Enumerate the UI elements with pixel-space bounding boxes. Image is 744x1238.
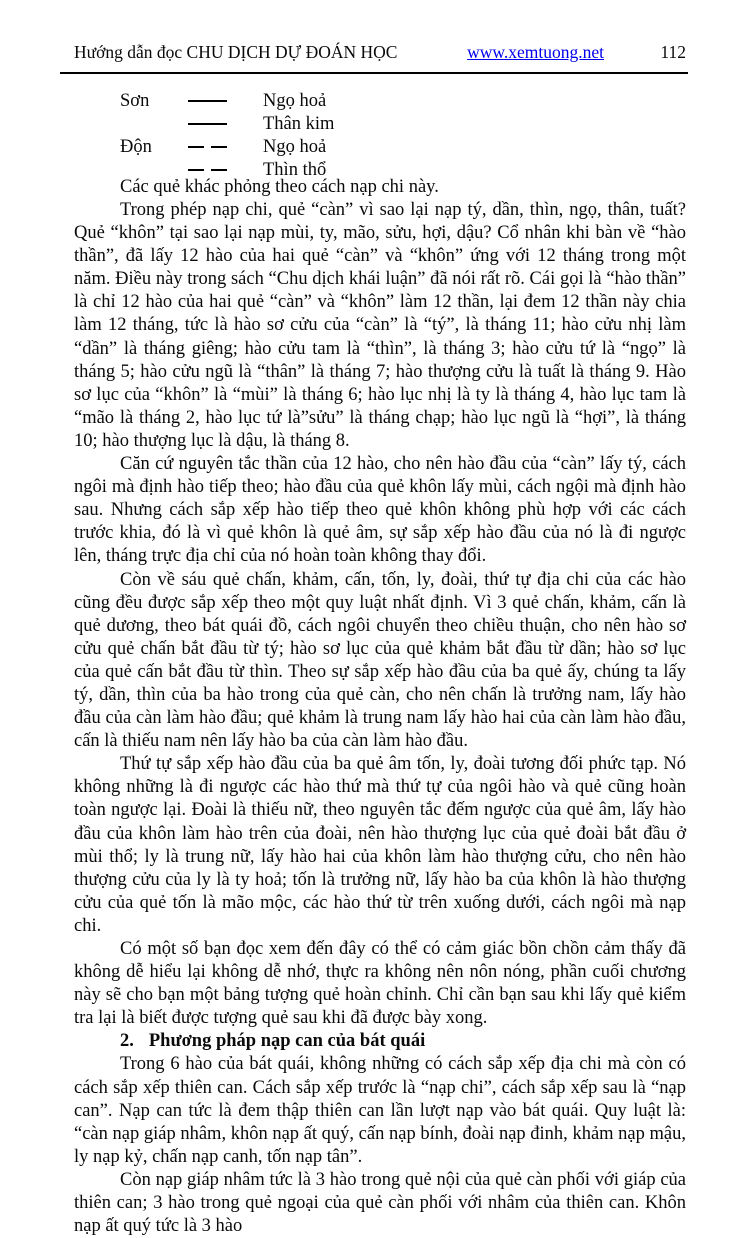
line-label: Thìn thổ <box>263 160 327 180</box>
line-label: Ngọ hoả <box>263 91 327 111</box>
line-label: Ngọ hoả <box>263 137 327 157</box>
document-title: Hướng dẫn đọc CHU DỊCH DỰ ĐOÁN HỌC <box>74 42 398 62</box>
yang-line-icon <box>188 83 263 106</box>
diagram-note: Các quẻ khác phỏng theo cách nạp chi này. <box>120 177 439 197</box>
body-paragraph: Còn nạp giáp nhâm tức là 3 hào trong quẻ nội của quẻ càn phối với giáp của thiên can; 3 hào trong quẻ ngoại của quẻ càn phối với nhâm của thiên can. Khôn nạp ất quý tức là 3 hào <box>74 1169 686 1237</box>
trigram-name: Sơn <box>120 91 150 111</box>
body-paragraph: Trong 6 hào của bát quái, không những có cách sắp xếp địa chi mà còn có cách sắp xếp thiên can. Cách sắp xếp trước là “nạp chi”, cách sắp xếp sau là “nạp can”. Nạp can tức là đem thập thiên can lần lượt nạp vào bát quái. Quy luật là: “càn nạp giáp nhâm, khôn nạp ất quý, cấn nạp bính, đoài nạp đinh, khảm nạp mậu, ly nạp kỷ, chấn nạp canh, tốn nạp tân”. <box>74 1054 686 1167</box>
body-paragraph: Căn cứ nguyên tắc thần của 12 hào, cho nên hào đầu của “càn” lấy tý, cách ngôi mà định hào tiếp theo; hào đầu của quẻ khôn lấy mùi, cách ngội mà định hào sau. Nhưng cách sắp xếp hào tiếp theo quẻ khôn không phù hợp với các cách trước khia, đó là vì quẻ khôn là quẻ âm, sự sắp xếp hào đầu của nó là đi ngược lên, tháng trực địa chỉ của nó hoàn toàn không thay đổi. <box>74 454 686 567</box>
hexagram-diagram <box>120 83 686 180</box>
yang-line-icon <box>188 106 263 129</box>
body-paragraph: Có một số bạn đọc xem đến đây có thể có cảm giác bồn chồn cảm thấy đã không dễ hiểu lại không dễ nhớ, thực ra không nên nôn nóng, phần cuối chương này sẽ cho bạn một bảng tượng quẻ hoàn chỉnh. Chỉ cần bạn sau khi lấy quẻ kiểm tra lại là biết được tượng quẻ sau khi đã được bày xong. <box>74 939 686 1029</box>
website-link[interactable]: www.xemtuong.net <box>467 42 604 62</box>
trigram-name: Độn <box>120 137 152 157</box>
header-divider <box>60 72 688 74</box>
body-paragraph: Còn về sáu quẻ chấn, khảm, cấn, tốn, ly, đoài, thứ tự địa chi của các hào cũng đều được sắp xếp theo một quy luật nhất định. Vì 3 quẻ chấn, khảm, cấn là quẻ dương, theo bát quái đồ, cách ngôi chuyển theo chiều thuận, cho nên hào sơ cửu quẻ chấn bắt đầu từ tý; hào sơ lục của quẻ khảm bắt đầu từ dần; hào sơ lục của quẻ cấn bắt đầu từ thìn. Theo sự sắp xếp hào đầu của ba quẻ ấy, chúng ta lấy tý, dần, thìn của ba hào trong của quẻ càn, cho nên chấn là trưởng nam, lấy hào đầu của càn làm hào đầu; quẻ khảm là trung nam lấy hào hai của càn làm hào đầu, cấn là thiếu nam nên lấy hào ba của càn làm hào đầu. <box>74 569 686 752</box>
body-paragraph: Trong phép nạp chi, quẻ “càn” vì sao lại nạp tý, dần, thìn, ngọ, thân, tuất? Quẻ “khôn” tại sao lại nạp mùi, ty, mão, sửu, hợi, dậu? Cổ nhân khi bàn về “hào thần”, đã lấy 12 hào của hai quẻ “càn” và “khôn” ứng với 12 tháng trong một năm. Điều này trong sách “Chu dịch khái luận” đã nói rất rõ. Cái gọi là “hào thần” là chỉ 12 hào của hai quẻ “càn” và “khôn” làm 12 thần, lại đem 12 thần này chia làm 12 tháng, tức là hào sơ cửu của “càn” là “tý”, là tháng 11; hào cửu nhị làm “dần” là tháng giêng; hào cửu tam là “thìn”, là tháng 3; hào cửu tứ là “ngọ” là tháng 5; hào cửu ngũ là “thân” là tháng 7; hào thượng cửu là tuất là tháng 9. Hào sơ lục của “khôn” là “mùi” là tháng 6; hào lục nhị là ty là tháng 4, hào lục tam là “mão là tháng 2, hào lục tứ là”sửu” là tháng chạp; hào lục ngũ là “hợi”, là tháng 10; hào thượng lục là dậu, là tháng 8. <box>74 200 686 451</box>
page-header <box>74 42 686 63</box>
yin-line-icon <box>188 129 263 152</box>
section-title: Phương pháp nạp can của bát quái <box>148 1031 426 1052</box>
line-label: Thân kim <box>263 114 335 134</box>
section-number: 2. <box>120 1031 134 1052</box>
page-number: 112 <box>660 42 686 62</box>
diagram-row <box>120 83 686 111</box>
body-paragraph: Thứ tự sắp xếp hào đầu của ba quẻ âm tốn, ly, đoài tương đối phức tạp. Nó không những là đi ngược các hào thứ mà thứ tự của ngôi hào và quẻ cũng hoàn toàn ngược lại. Đoài là thiếu nữ, theo nguyên tắc đếm ngược của quẻ âm, lấy hào đầu của khôn làm hào trên của đoài, nên hào thượng lục của quẻ đoài bắt đầu ở mùi thổ; ly là trung nữ, lấy hào hai của khôn làm hào thượng cửu, cho nên hào thượng cửu của ly là ty hoả; tốn là trưởng nữ, lấy hào ba của khôn là hào thượng cửu của quẻ tốn là mão mộc, các hào thứ từ trên xuống dưới, cách ngôi mà nạp chi. <box>74 754 686 936</box>
section-heading <box>120 1030 686 1053</box>
yin-line-icon <box>188 152 263 175</box>
